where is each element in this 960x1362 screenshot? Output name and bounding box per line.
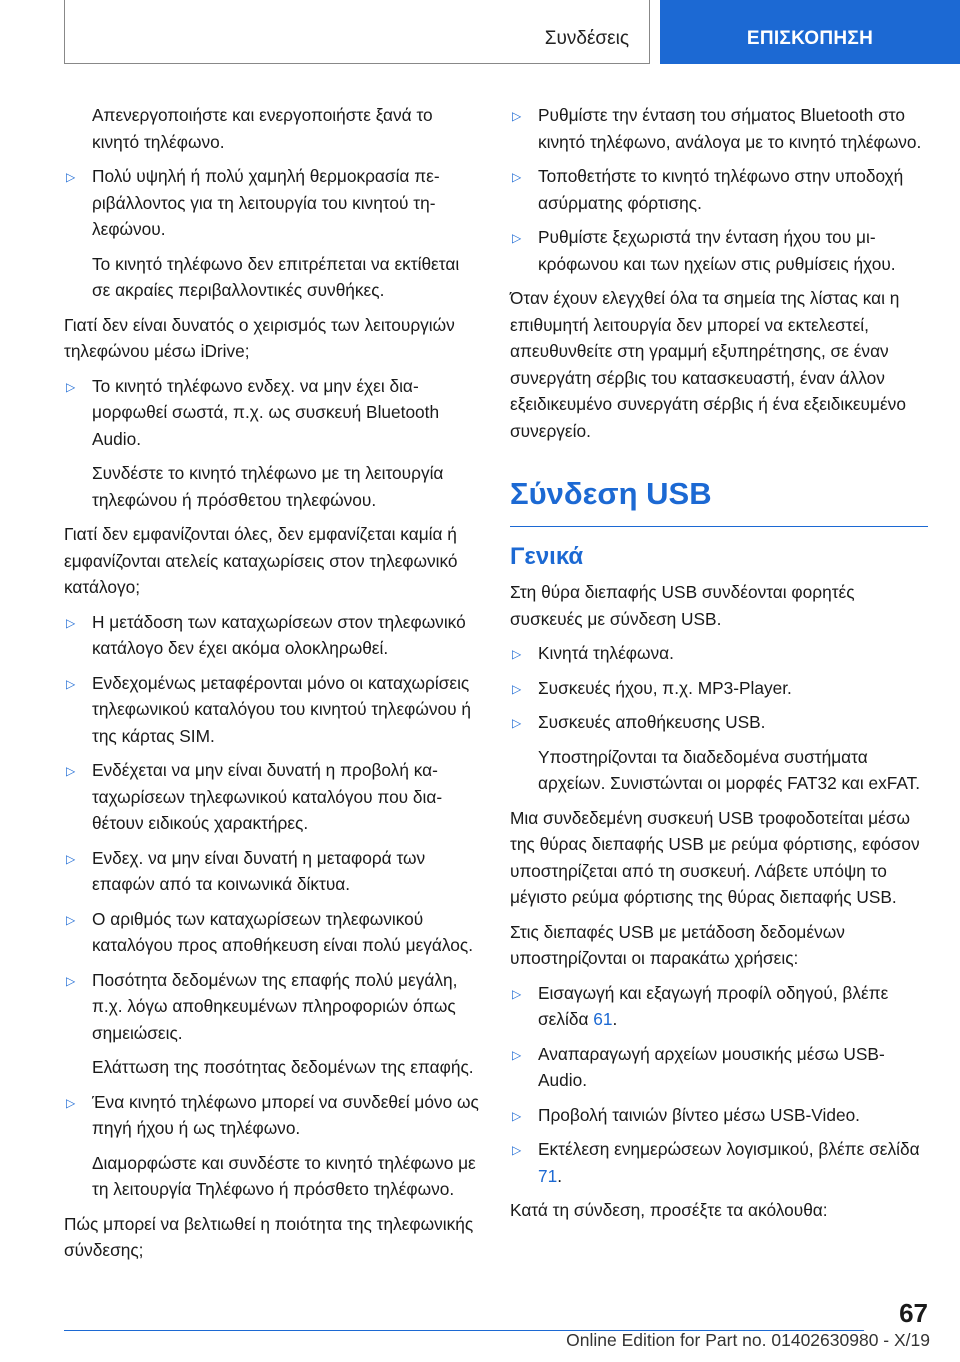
subsection-heading: Γενικά: [510, 543, 584, 570]
bullet-item: ▷ Ενδεχ. να μην είναι δυνατή η μεταφορά των επαφών από τα κοινωνικά δίκτυα.: [64, 845, 482, 898]
header-tab-active[interactable]: [660, 0, 960, 64]
bullet-item: ▷ Ο αριθμός των καταχωρίσεων τηλεφωνικού καταλόγου προς αποθήκευση είναι πολύ μεγάλος.: [64, 906, 482, 959]
header-tab-active-label: ΕΠΙΣΚΟΠΗΣΗ: [746, 28, 874, 49]
bullet-item: ▷ Εκτέλεση ενημερώσεων λογισμικού, βλέπε σελίδα 71.: [510, 1136, 928, 1189]
section-heading: Σύνδεση USB: [510, 476, 712, 511]
text-indented: Υποστηρίζονται τα διαδεδομένα συστήματα αρχείων. Συνιστώνται οι μορφές FAT32 και exFAT.: [538, 746, 921, 793]
bullet-item: ▷ Η μετάδοση των καταχωρίσεων στον τηλεφωνικό κατάλογο δεν έχει ακόμα ολοκληρωθεί.: [64, 609, 482, 662]
section-divider: [510, 526, 928, 527]
question-paragraph: Γιατί δεν εμφανίζονται όλες, δεν εμφανίζεται καμία ή εμφανίζονται ατελείς καταχωρίσεις στον τηλεφωνικό κατάλογο;: [64, 524, 458, 597]
bullet-item: ▷ Ένα κινητό τηλέφωνο μπορεί να συνδεθεί μόνο ως πηγή ήχου ή ως τηλέφωνο.: [64, 1089, 482, 1142]
body-paragraph: Μια συνδεδεμένη συσκευή USB τροφοδοτείται μέσω της θύρας διεπαφής USB με ρεύμα φόρτισης, εφόσον υποστηρίζεται από τη συσκευή. Λάβετε υπόψη το μέγιστο ρεύμα φόρτισης της θύρας διεπαφής USB.: [510, 807, 920, 907]
text-indented: Απενεργοποιήστε και ενεργοποιήστε ξανά το κινητό τηλέφωνο.: [92, 105, 433, 152]
bullet-item: ▷ Ενδεχομένως μεταφέρονται μόνο οι καταχωρίσεις τηλεφωνικού καταλόγου του κινητού τηλεφώνου ή της κάρτας SIM.: [64, 670, 482, 750]
bullet-item: ▷ Το κινητό τηλέφωνο ενδεχ. να μην έχει διαμορφωθεί σωστά, π.χ. ως συσκευή Bluetooth Audio.: [64, 373, 482, 453]
bullet-item: ▷ Ρυθμίστε ξεχωριστά την ένταση ήχου του μικρόφωνου και των ηχείων στις ρυθμίσεις ήχου.: [510, 224, 928, 277]
bullet-item: ▷ Συσκευές αποθήκευσης USB.: [510, 709, 928, 736]
body-paragraph: Όταν έχουν ελεγχθεί όλα τα σημεία της λίστας και η επιθυμητή λειτουργία δεν μπορεί να εκτελεστεί, απευθυνθείτε στη γραμμή εξυπηρέτησης, σε έναν συνεργάτη σέρβις του κατασκευαστή, έναν άλλον εξειδικευμένο συνεργάτη σέρβις ή ένα εξειδικευμένο συνεργείο.: [510, 288, 906, 441]
text-indented: Ελάττωση της ποσότητας δεδομένων της επαφής.: [92, 1057, 474, 1077]
bullet-item: ▷ Τοποθετήστε το κινητό τηλέφωνο στην υποδοχή ασύρματης φόρτισης.: [510, 163, 928, 216]
bullet-item: ▷ Ποσότητα δεδομένων της επαφής πολύ μεγάλη, π.χ. λόγω αποθηκευμένων πληροφοριών όπως σημειώσεις.: [64, 967, 482, 1047]
footer-edition: Online Edition for Part no. 01402630980 - X/19: [566, 1330, 930, 1350]
text-indented: Το κινητό τηλέφωνο δεν επιτρέπεται να εκτίθεται σε ακραίες περιβαλλοντικές συνθήκες.: [92, 253, 460, 300]
page-number: 67: [899, 1298, 928, 1328]
header-tab-section[interactable]: [64, 0, 650, 64]
bullet-text: Εισαγωγή και εξαγωγή προφίλ οδηγού, βλέπε σελίδα: [538, 982, 889, 1029]
bullet-text: Εκτέλεση ενημερώσεων λογισμικού, βλέπε σελίδα: [538, 1139, 920, 1159]
text-indented: Συνδέστε το κινητό τηλέφωνο με τη λειτουργία τηλεφώνου ή πρόσθετου τηλεφώνου.: [92, 463, 444, 510]
bullet-item: ▷ Εισαγωγή και εξαγωγή προφίλ οδηγού, βλέπε σελίδα 61.: [510, 980, 928, 1033]
bullet-item: ▷ Συσκευές ήχου, π.χ. MP3-Player.: [510, 675, 928, 702]
right-column: [510, 102, 928, 1224]
bullet-item: ▷ Ενδέχεται να μην είναι δυνατή η προβολή καταχωρίσεων τηλεφωνικού καταλόγου που διαθέτουν ειδικούς χαρακτήρες.: [64, 757, 482, 837]
bullet-item: ▷ Πολύ υψηλή ή πολύ χαμηλή θερμοκρασία περιβάλλοντος για τη λειτουργία του κινητού τηλεφώνου.: [64, 163, 482, 243]
bullet-item: ▷ Ρυθμίστε την ένταση του σήματος Bluetooth στο κινητό τηλέφωνο, ανάλογα με το κινητό τηλέφωνο.: [510, 102, 928, 155]
body-paragraph: Στη θύρα διεπαφής USB συνδέονται φορητές συσκευές με σύνδεση USB.: [510, 582, 855, 629]
left-column: [64, 102, 482, 1264]
page-link-61[interactable]: 61: [593, 1009, 613, 1029]
text-indented: Διαμορφώστε και συνδέστε το κινητό τηλέφωνο με τη λειτουργία Τηλέφωνο ή πρόσθετο τηλέφωνο.: [92, 1152, 476, 1199]
bullet-item: ▷ Αναπαραγωγή αρχείων μουσικής μέσω USB-Audio.: [510, 1041, 928, 1094]
body-paragraph: Κατά τη σύνδεση, προσέξτε τα ακόλουθα:: [510, 1200, 828, 1220]
bullet-item: ▷ Κινητά τηλέφωνα.: [510, 640, 928, 667]
header-tab-section-label: Συνδέσεις: [544, 28, 629, 49]
page-link-71[interactable]: 71: [538, 1165, 558, 1186]
body-paragraph: Στις διεπαφές USB με μετάδοση δεδομένων υποστηρίζονται οι παρακάτω χρήσεις:: [510, 921, 845, 968]
question-paragraph: Γιατί δεν είναι δυνατός ο χειρισμός των λειτουργιών τηλεφώνου μέσω iDrive;: [64, 314, 455, 361]
question-paragraph: Πώς μπορεί να βελτιωθεί η ποιότητα της τηλεφωνικής σύνδεσης;: [64, 1213, 474, 1260]
bullet-item: ▷ Προβολή ταινιών βίντεο μέσω USB-Video.: [510, 1102, 928, 1129]
